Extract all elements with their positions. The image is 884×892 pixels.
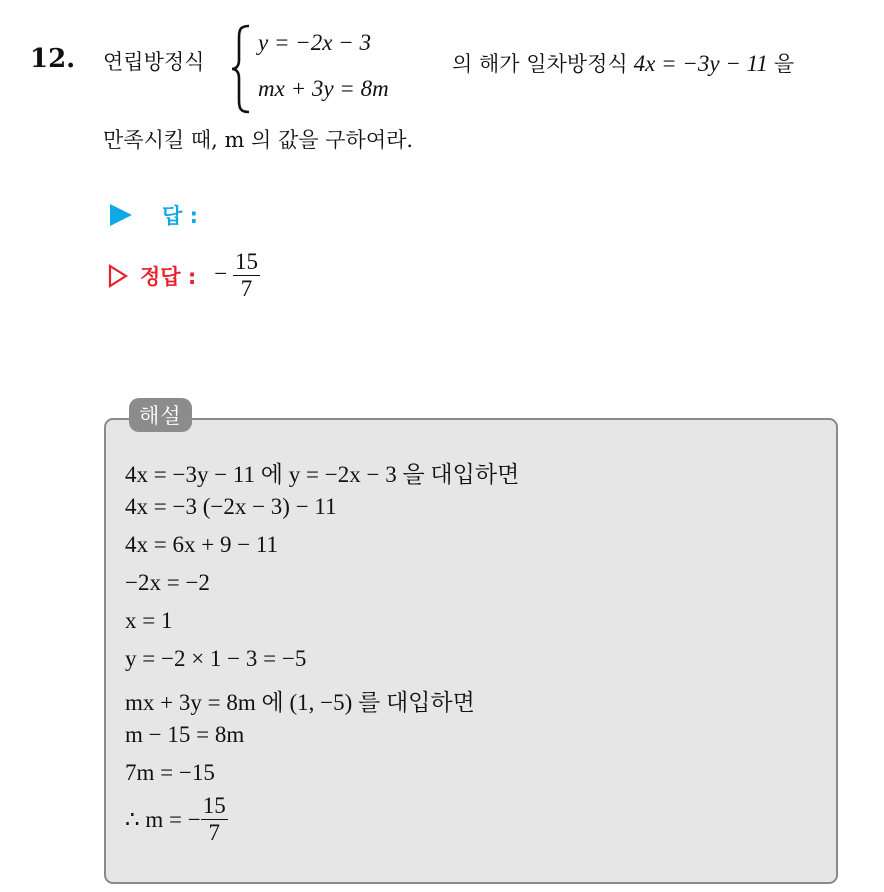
explanation-line-9: 7m = −15 <box>125 760 215 785</box>
left-brace-icon <box>230 24 252 114</box>
correct-answer-value <box>214 250 260 301</box>
linear-equation: 4x = −3y − 11 <box>633 51 768 76</box>
final-prefix: ∴ m = − <box>125 806 201 832</box>
correct-answer-fraction <box>233 250 260 301</box>
explanation-line-5: x = 1 <box>125 608 173 633</box>
final-numerator: 15 <box>201 794 228 820</box>
explanation-line-3: 4x = 6x + 9 − 11 <box>125 532 279 557</box>
outline-triangle-icon <box>108 264 128 288</box>
fraction-denominator: 7 <box>240 276 253 302</box>
explanation-final-line <box>125 794 228 845</box>
explanation-line-2: 4x = −3 (−2x − 3) − 11 <box>125 494 337 519</box>
explanation-tag: 해설 <box>129 398 192 432</box>
question-mid-text: 의 해가 일차방정식 <box>452 52 628 76</box>
explanation-line-1: 4x = −3y − 11 에 y = −2x − 3 을 대입하면 <box>125 462 520 487</box>
correct-answer-label: 정답 : <box>140 264 197 289</box>
final-fraction <box>201 794 228 845</box>
explanation-line-6: y = −2 × 1 − 3 = −5 <box>125 646 307 671</box>
explanation-line-4: −2x = −2 <box>125 570 210 595</box>
explanation-line-8: m − 15 = 8m <box>125 722 245 747</box>
system-equation-2: mx + 3y = 8m <box>258 76 389 101</box>
question-line-2: 만족시킬 때, m 의 값을 구하여라. <box>103 128 414 152</box>
question-condition <box>452 48 794 78</box>
play-triangle-icon <box>110 204 132 226</box>
final-denominator: 7 <box>208 820 220 846</box>
answer-row <box>110 200 198 230</box>
answer-label: 답 : <box>162 204 198 228</box>
question-intro: 연립방정식 <box>103 50 205 74</box>
explanation-line-7: mx + 3y = 8m 에 (1, −5) 를 대입하면 <box>125 690 475 715</box>
fraction-numerator: 15 <box>233 250 260 276</box>
question-number: 12. <box>30 44 76 74</box>
correct-answer-row <box>108 250 260 301</box>
system-equation-1: y = −2x − 3 <box>258 30 371 55</box>
correct-answer-sign: − <box>214 260 228 286</box>
question-particle: 을 <box>773 52 795 76</box>
